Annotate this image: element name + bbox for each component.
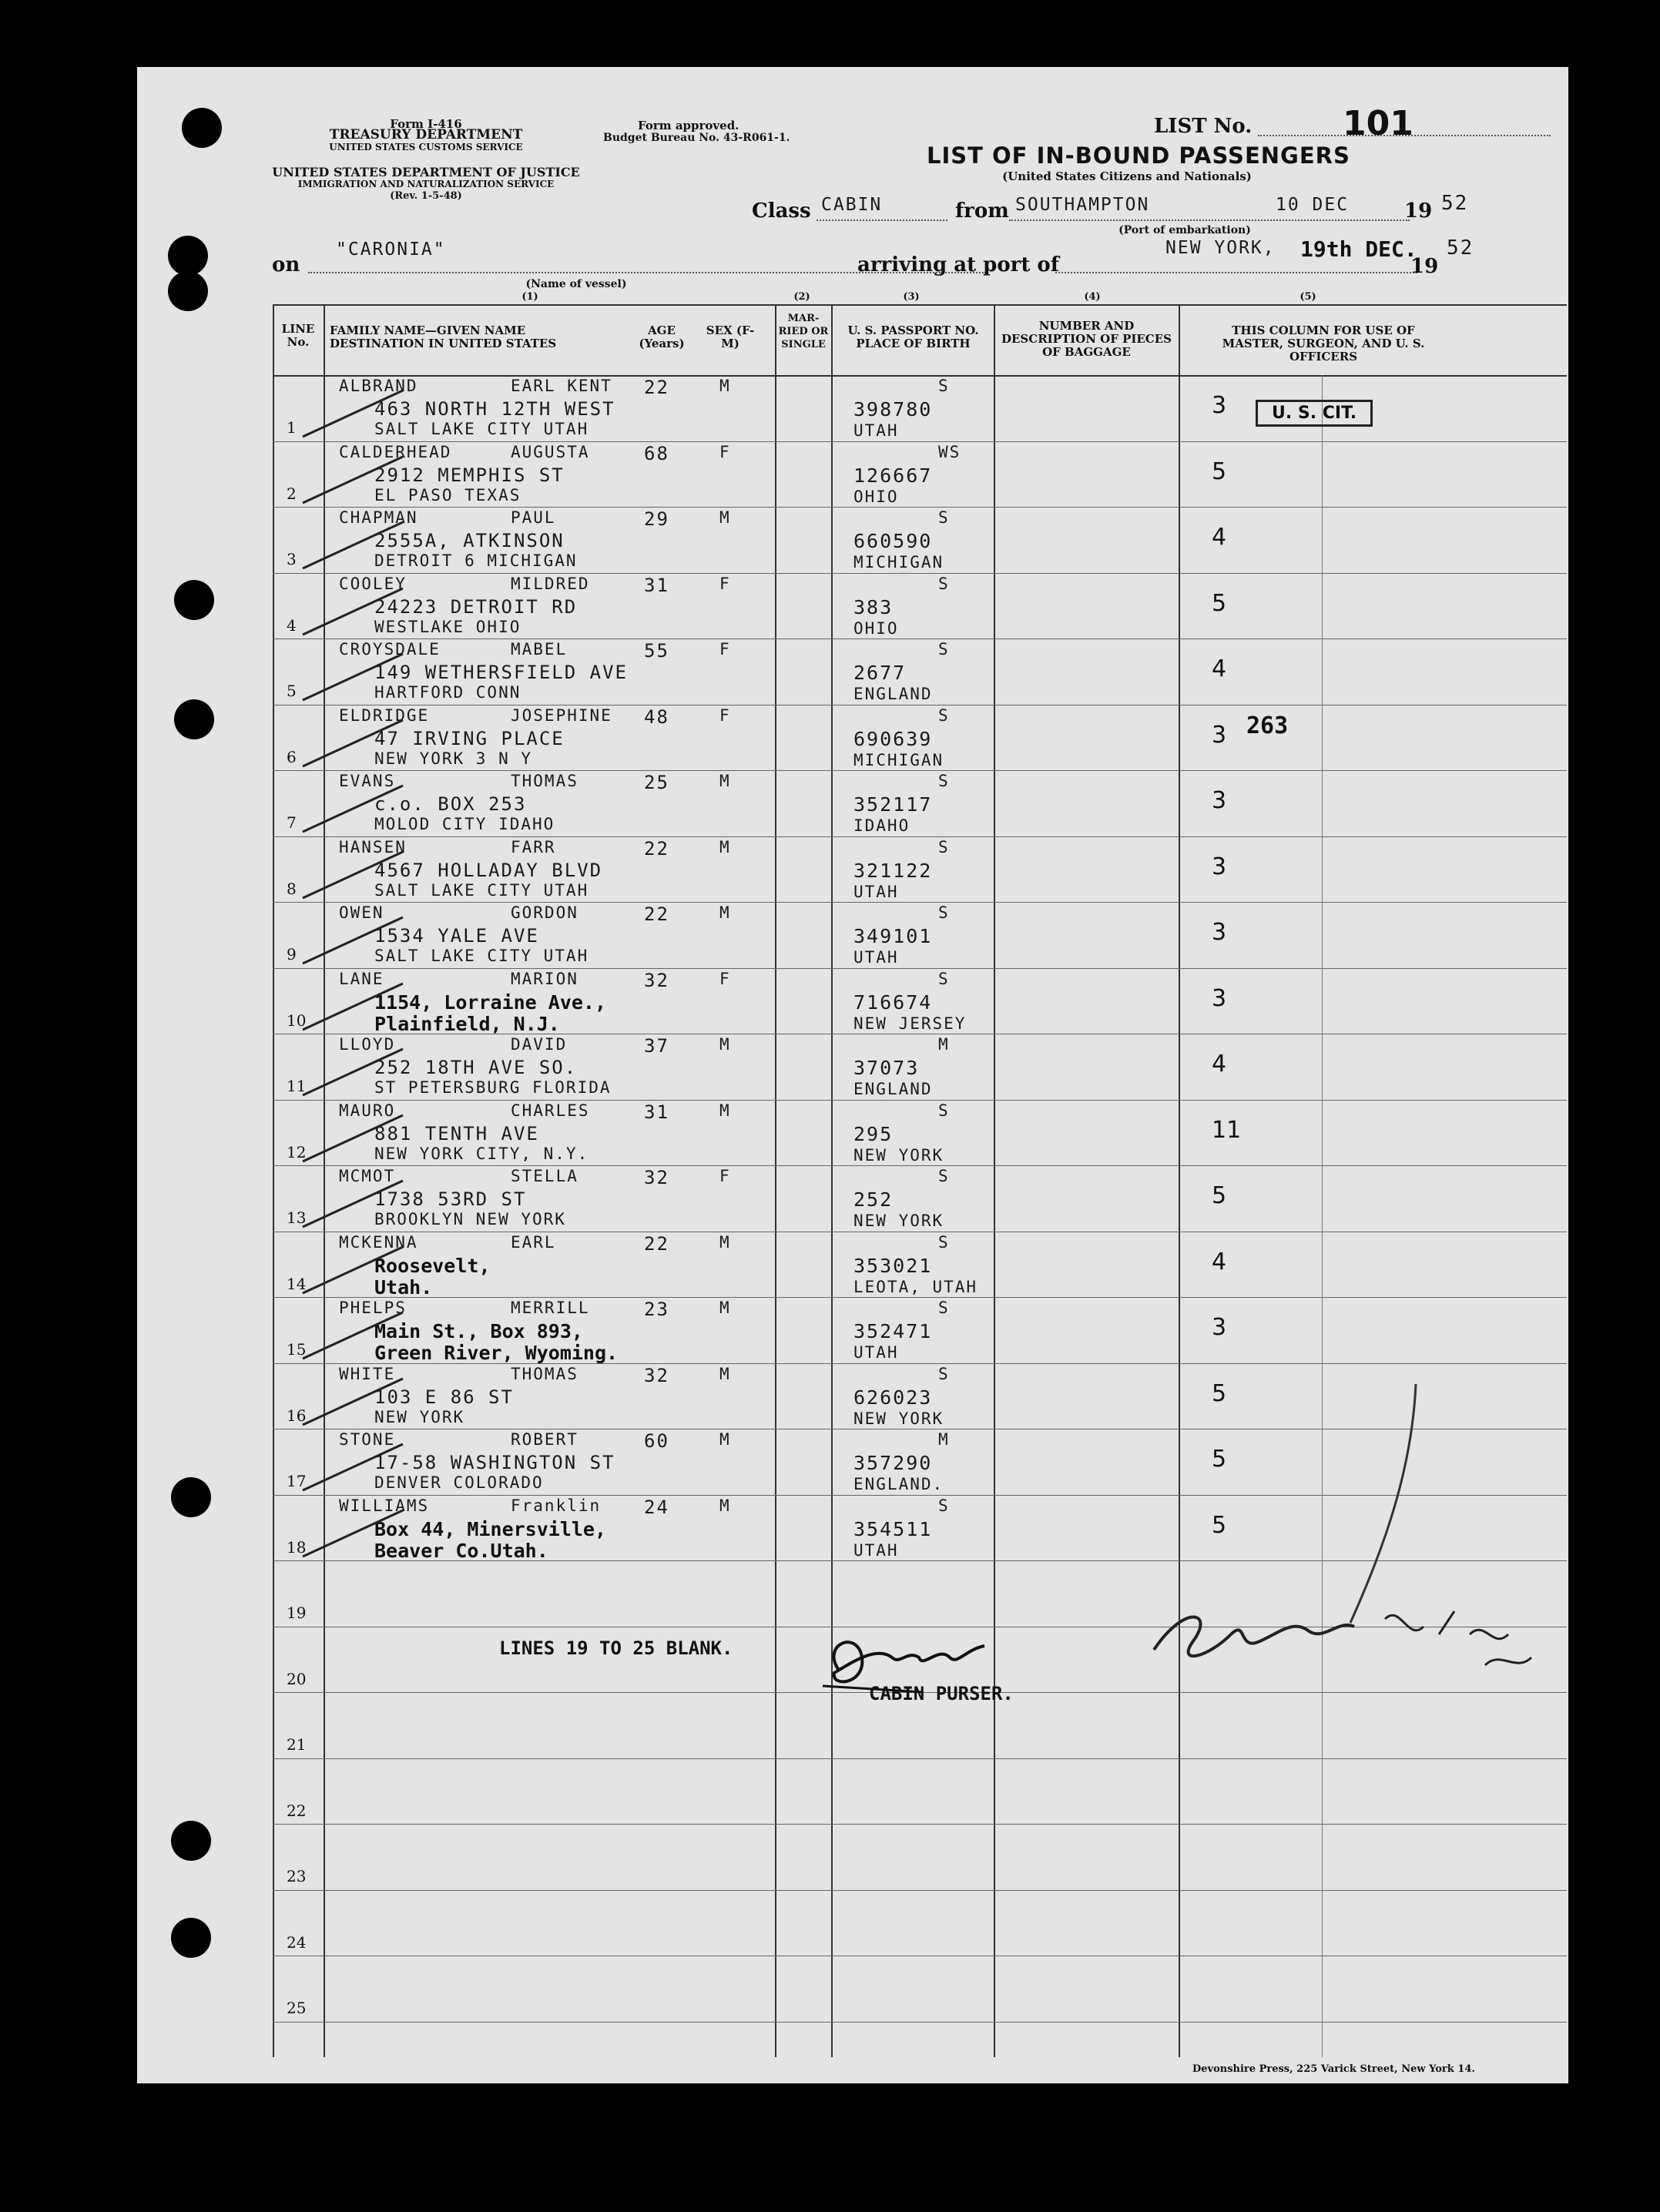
blank-line-number: 20 — [287, 1669, 307, 1688]
dept-justice: UNITED STATES DEPARTMENT OF JUSTICE — [272, 165, 580, 179]
passenger-family-name: WHITE — [339, 1364, 396, 1383]
hdr-name: FAMILY NAME—GIVEN NAME DESTINATION IN UNITED STATES — [330, 323, 557, 350]
row-line-number: 4 — [287, 615, 297, 635]
blank-line-number: 21 — [287, 1735, 307, 1754]
col-num-4: (4) — [1084, 291, 1101, 303]
check-mark-icon — [287, 581, 472, 642]
passenger-family-name: WILLIAMS — [339, 1496, 430, 1515]
passenger-birthplace: MICHIGAN — [853, 553, 944, 571]
manifest-page — [137, 67, 1568, 2083]
col-num-5: (5) — [1299, 291, 1316, 303]
hdr-officers: THIS COLUMN FOR USE OF MASTER, SURGEON, AND U. S. OFFICERS — [1222, 323, 1425, 364]
passenger-birthplace: IDAHO — [853, 816, 910, 835]
passenger-passport-no: 716674 — [853, 990, 933, 1014]
passenger-baggage-count: 5 — [1212, 1446, 1227, 1473]
form-title: LIST OF IN-BOUND PASSENGERS — [927, 142, 1350, 169]
passenger-address-line: 1154, Lorraine Ave., — [374, 990, 607, 1014]
form-number: Form I-416 — [390, 117, 462, 131]
passenger-marital-status: S — [938, 903, 950, 922]
passenger-marital-status: WS — [938, 442, 961, 461]
port-embark-caption: (Port of embarkation) — [1118, 224, 1251, 236]
row-rule — [273, 2022, 1567, 2023]
col-num-2: (2) — [793, 291, 810, 303]
passenger-birthplace: LEOTA, UTAH — [853, 1277, 978, 1296]
passenger-family-name: MAURO — [339, 1101, 396, 1120]
passenger-address-line: Box 44, Minersville, — [374, 1517, 607, 1540]
passenger-passport-no: 2677 — [853, 662, 907, 684]
col-divider-passport — [831, 304, 833, 2057]
passenger-sex: F — [719, 705, 731, 725]
passenger-baggage-count: 3 — [1212, 721, 1227, 749]
passenger-city-state: Plainfield, N.J. — [374, 1012, 560, 1035]
passenger-city-state: Utah. — [374, 1275, 433, 1299]
passenger-passport-no: 295 — [853, 1122, 894, 1145]
arrival-date: 19th DEC. — [1300, 236, 1417, 262]
passenger-age: 48 — [644, 705, 669, 728]
passenger-age: 22 — [644, 837, 669, 860]
hdr-line-no: LINE No. — [281, 322, 315, 349]
passenger-given-name: PAUL — [511, 508, 556, 527]
hdr-age: AGE (Years) — [639, 323, 685, 350]
row-line-number: 5 — [287, 682, 297, 700]
passenger-age: 37 — [644, 1035, 669, 1057]
check-mark-icon — [287, 976, 472, 1037]
passenger-family-name: CHAPMAN — [339, 508, 418, 527]
check-mark-icon — [287, 712, 472, 774]
form-subtitle: (United States Citizens and Nationals) — [1002, 169, 1252, 183]
passenger-marital-status: S — [938, 705, 950, 725]
officer-check-mark — [1339, 1376, 1431, 1631]
passenger-birthplace: MICHIGAN — [853, 750, 944, 769]
passenger-age: 23 — [644, 1299, 669, 1320]
passenger-age: 32 — [644, 969, 669, 991]
passenger-city-state: DETROIT 6 MICHIGAN — [374, 551, 578, 570]
passenger-birthplace: UTAH — [853, 1540, 899, 1560]
passenger-sex: F — [719, 442, 731, 461]
arrival-year-prefix: 19 — [1410, 255, 1439, 278]
passenger-sex: M — [719, 1232, 731, 1252]
check-mark-icon — [287, 1108, 472, 1169]
passenger-city-state: Green River, Wyoming. — [374, 1342, 619, 1364]
passenger-birthplace: UTAH — [853, 1343, 899, 1362]
passenger-family-name: OWEN — [339, 903, 384, 922]
passenger-birthplace: NEW JERSEY — [853, 1014, 967, 1033]
passenger-given-name: THOMAS — [511, 772, 578, 790]
passenger-address-line: 4567 HOLLADAY BLVD — [374, 859, 603, 881]
passenger-marital-status: S — [938, 1101, 950, 1120]
vessel-name: "CARONIA" — [336, 240, 446, 260]
passenger-marital-status: S — [938, 640, 950, 659]
row-rule — [273, 1758, 1567, 1759]
officer-subcolumn — [1322, 375, 1323, 2057]
passenger-family-name: LLOYD — [339, 1035, 396, 1054]
passenger-given-name: DAVID — [511, 1035, 568, 1054]
blank-line-number: 25 — [287, 1999, 307, 2017]
passenger-sex: M — [719, 772, 731, 790]
passenger-passport-no: 357290 — [853, 1452, 933, 1474]
blank-note: LINES 19 TO 25 BLANK. — [499, 1637, 733, 1659]
passenger-baggage-count: 4 — [1212, 1248, 1227, 1275]
passenger-marital-status: S — [938, 837, 950, 856]
col-divider-baggage — [994, 304, 995, 2057]
passenger-baggage-count: 3 — [1212, 787, 1227, 814]
printer-credit: Devonshire Press, 225 Varick Street, New York 14. — [1192, 2063, 1475, 2075]
passenger-address-line: 1534 YALE AVE — [374, 925, 539, 947]
check-mark-icon — [287, 646, 472, 708]
passenger-address-line: 47 IRVING PLACE — [374, 727, 565, 749]
passenger-city-state: NEW YORK CITY, N.Y. — [374, 1144, 589, 1163]
list-no-label: LIST No. — [1154, 115, 1253, 138]
row-rule — [273, 1824, 1567, 1825]
passenger-passport-no: 352117 — [853, 793, 933, 816]
passenger-age: 32 — [644, 1167, 669, 1188]
passenger-sex: M — [719, 1430, 731, 1449]
passenger-birthplace: UTAH — [853, 421, 899, 440]
arrival-line — [1055, 272, 1417, 273]
passenger-city-state: ST PETERSBURG FLORIDA — [374, 1078, 612, 1097]
check-mark-icon — [287, 449, 472, 511]
passenger-birthplace: UTAH — [853, 882, 899, 901]
form-revision: (Rev. 1-5-48) — [390, 190, 462, 202]
row-line-number: 3 — [287, 550, 297, 568]
passenger-marital-status: S — [938, 574, 950, 593]
row-line-number: 13 — [287, 1208, 307, 1227]
passenger-sex: M — [719, 1101, 731, 1120]
passenger-marital-status: M — [938, 1430, 950, 1449]
passenger-sex: M — [719, 1364, 731, 1383]
passenger-baggage-count: 3 — [1212, 919, 1227, 946]
passenger-city-state: EL PASO TEXAS — [374, 485, 521, 504]
passenger-age: 29 — [644, 508, 669, 530]
passenger-age: 32 — [644, 1364, 669, 1386]
passenger-passport-no: 126667 — [853, 464, 933, 487]
binder-hole — [168, 236, 208, 276]
passenger-birthplace: ENGLAND — [853, 685, 933, 703]
row-line-number: 8 — [287, 879, 297, 898]
passenger-age: 68 — [644, 442, 669, 464]
passenger-birthplace: ENGLAND — [853, 1080, 933, 1098]
list-no-value: 101 — [1343, 104, 1414, 143]
row-line-number: 10 — [287, 1010, 307, 1030]
passenger-address-line: 2555A, ATKINSON — [374, 530, 565, 551]
passenger-age: 55 — [644, 640, 669, 662]
passenger-passport-no: 252 — [853, 1188, 894, 1211]
us-citizen-stamp: U. S. CIT. — [1256, 400, 1373, 427]
hdr-baggage: NUMBER AND DESCRIPTION OF PIECES OF BAGGAGE — [1001, 319, 1172, 359]
passenger-city-state: Beaver Co.Utah. — [374, 1539, 548, 1562]
passenger-baggage-count: 3 — [1212, 853, 1227, 880]
passenger-family-name: MCMOT — [339, 1167, 396, 1185]
row-line-number: 18 — [287, 1537, 307, 1557]
row-line-number: 7 — [287, 813, 297, 832]
passenger-address-line: Roosevelt, — [374, 1254, 491, 1277]
passenger-given-name: MERRILL — [511, 1299, 590, 1317]
passenger-baggage-count: 5 — [1212, 1511, 1227, 1539]
passenger-birthplace: NEW YORK — [853, 1409, 944, 1428]
passenger-birthplace: NEW YORK — [853, 1145, 944, 1165]
dept-treasury: TREASURY DEPARTMENT — [329, 127, 523, 142]
passenger-sex: F — [719, 574, 731, 593]
passenger-address-line: 17-58 WASHINGTON ST — [374, 1452, 615, 1473]
passenger-given-name: CHARLES — [511, 1101, 590, 1120]
table-header-rule — [273, 375, 1567, 377]
table-top-rule — [273, 304, 1567, 306]
binder-hole — [171, 1918, 211, 1958]
passenger-age: 31 — [644, 1101, 669, 1123]
passenger-given-name: MARION — [511, 969, 578, 988]
col-divider-married — [775, 304, 776, 2057]
from-line — [1009, 220, 1410, 221]
passenger-address-line: 149 WETHERSFIELD AVE — [374, 662, 628, 683]
passenger-given-name: AUGUSTA — [511, 442, 590, 461]
passenger-birthplace: OHIO — [853, 487, 899, 506]
check-mark-icon — [287, 778, 472, 840]
passenger-city-state: SALT LAKE CITY UTAH — [374, 420, 589, 438]
passenger-passport-no: 398780 — [853, 398, 933, 421]
passenger-given-name: Franklin — [511, 1496, 602, 1515]
binder-hole — [168, 271, 208, 311]
binder-hole — [174, 580, 214, 620]
passenger-birthplace: OHIO — [853, 618, 899, 638]
passenger-age: 22 — [644, 377, 669, 398]
passenger-baggage-count: 4 — [1212, 655, 1227, 682]
passenger-baggage-count: 5 — [1212, 1182, 1227, 1209]
passenger-passport-no: 321122 — [853, 859, 933, 882]
passenger-marital-status: S — [938, 1364, 950, 1383]
passenger-sex: M — [719, 377, 731, 395]
passenger-marital-status: M — [938, 1035, 950, 1054]
check-mark-icon — [287, 383, 472, 444]
passenger-marital-status: S — [938, 1496, 950, 1515]
class-label: Class — [752, 199, 811, 223]
year-prefix: 19 — [1404, 199, 1433, 223]
passenger-given-name: MABEL — [511, 640, 568, 659]
passenger-city-state: BROOKLYN NEW YORK — [374, 1210, 566, 1228]
passenger-sex: F — [719, 1167, 731, 1185]
hdr-passport: U. S. PASSPORT NO. PLACE OF BIRTH — [847, 323, 979, 350]
passenger-birthplace: UTAH — [853, 948, 899, 967]
purser-signature — [807, 1615, 1008, 1700]
dept-treasury-sub: UNITED STATES CUSTOMS SERVICE — [329, 142, 523, 152]
passenger-address-line: 24223 DETROIT RD — [374, 595, 578, 618]
passenger-family-name: COOLEY — [339, 574, 407, 593]
passenger-sex: M — [719, 1496, 731, 1515]
passenger-baggage-count: 3 — [1212, 392, 1227, 419]
form-approved: Form approved. — [638, 119, 739, 132]
binder-hole — [171, 1477, 211, 1517]
passenger-marital-status: S — [938, 377, 950, 395]
passenger-age: 22 — [644, 903, 669, 925]
row-line-number: 6 — [287, 747, 297, 766]
passenger-marital-status: S — [938, 508, 950, 527]
passenger-city-state: WESTLAKE OHIO — [374, 617, 521, 636]
passenger-given-name: EARL KENT — [511, 377, 612, 395]
passenger-given-name: EARL — [511, 1232, 556, 1252]
departure-day: 10 DEC — [1276, 195, 1350, 215]
passenger-family-name: ELDRIDGE — [339, 705, 430, 725]
passenger-family-name: LANE — [339, 969, 384, 988]
row-line-number: 14 — [287, 1274, 307, 1293]
passenger-city-state: NEW YORK 3 N Y — [374, 749, 533, 768]
passenger-address-line: 252 18TH AVE SO. — [374, 1057, 578, 1078]
dept-justice-sub: IMMIGRATION AND NATURALIZATION SERVICE — [297, 179, 555, 189]
passenger-given-name: THOMAS — [511, 1364, 578, 1383]
passenger-passport-no: 383 — [853, 595, 894, 618]
passenger-family-name: CALDERHEAD — [339, 442, 452, 461]
passenger-passport-no: 354511 — [853, 1517, 933, 1540]
passenger-given-name: FARR — [511, 837, 556, 856]
row-line-number: 17 — [287, 1472, 307, 1490]
passenger-baggage-count: 11 — [1212, 1116, 1242, 1144]
passenger-family-name: ALBRAND — [339, 377, 418, 395]
check-mark-icon — [287, 910, 472, 971]
check-mark-icon — [287, 1041, 472, 1103]
passenger-address-line: Main St., Box 893, — [374, 1320, 583, 1342]
passenger-family-name: MCKENNA — [339, 1232, 418, 1252]
passenger-passport-no: 353021 — [853, 1254, 933, 1277]
passenger-address-line: 103 E 86 ST — [374, 1386, 514, 1408]
passenger-passport-no: 349101 — [853, 925, 933, 947]
passenger-baggage-count: 5 — [1212, 457, 1227, 485]
check-mark-icon — [287, 1239, 472, 1301]
check-mark-icon — [287, 1371, 472, 1433]
passenger-baggage-count: 5 — [1212, 589, 1227, 617]
passenger-age: 25 — [644, 772, 669, 793]
passenger-baggage-count: 3 — [1212, 1314, 1227, 1341]
passenger-sex: F — [719, 640, 731, 659]
binder-hole — [174, 699, 214, 739]
passenger-passport-no: 690639 — [853, 727, 933, 750]
passenger-sex: M — [719, 1299, 731, 1317]
passenger-sex: M — [719, 1035, 731, 1054]
col-num-3: (3) — [903, 291, 920, 303]
passenger-marital-status: S — [938, 772, 950, 790]
passenger-baggage-count: 4 — [1212, 1051, 1227, 1078]
passenger-sex: M — [719, 837, 731, 856]
passenger-family-name: STONE — [339, 1430, 396, 1449]
row-line-number: 2 — [287, 484, 297, 503]
row-line-number: 9 — [287, 945, 297, 964]
arrival-port: NEW YORK, — [1165, 238, 1276, 258]
passenger-baggage-count: 5 — [1212, 1379, 1227, 1407]
passenger-baggage-count: 3 — [1212, 984, 1227, 1012]
passenger-address-line: 881 TENTH AVE — [374, 1122, 539, 1145]
passenger-given-name: ROBERT — [511, 1430, 578, 1449]
passenger-age: 22 — [644, 1232, 669, 1255]
officer-note: 263 — [1246, 712, 1289, 739]
from-value: SOUTHAMPTON — [1015, 195, 1150, 215]
vessel-caption: (Name of vessel) — [525, 278, 627, 290]
arrival-year: 52 — [1447, 236, 1474, 260]
passenger-age: 24 — [644, 1496, 669, 1518]
check-mark-icon — [287, 514, 472, 576]
passenger-sex: M — [719, 903, 731, 922]
passenger-birthplace: NEW YORK — [853, 1212, 944, 1230]
passenger-passport-no: 352471 — [853, 1320, 933, 1342]
on-label: on — [272, 253, 300, 276]
passenger-family-name: HANSEN — [339, 837, 407, 856]
passenger-age: 60 — [644, 1430, 669, 1452]
passenger-address-line: 2912 MEMPHIS ST — [374, 464, 565, 486]
passenger-marital-status: S — [938, 1167, 950, 1185]
blank-line-number: 19 — [287, 1604, 307, 1622]
table-left-border — [273, 304, 274, 2057]
check-mark-icon — [287, 1173, 472, 1235]
check-mark-icon — [287, 1503, 472, 1564]
blank-line-number: 23 — [287, 1867, 307, 1885]
passenger-city-state: HARTFORD CONN — [374, 683, 521, 702]
passenger-family-name: EVANS — [339, 772, 396, 790]
passenger-birthplace: ENGLAND. — [853, 1475, 944, 1493]
passenger-city-state: MOLOD CITY IDAHO — [374, 815, 555, 833]
binder-hole — [171, 1821, 211, 1861]
blank-line-number: 22 — [287, 1801, 307, 1820]
hdr-sex: SEX (F-M) — [706, 323, 755, 350]
passenger-baggage-count: 4 — [1212, 524, 1227, 551]
arriving-label: arriving at port of — [857, 253, 1059, 276]
passenger-given-name: MILDRED — [511, 574, 590, 593]
class-line — [817, 220, 947, 221]
passenger-given-name: GORDON — [511, 903, 578, 922]
passenger-address-line: c.o. BOX 253 — [374, 793, 527, 815]
passenger-marital-status: S — [938, 969, 950, 988]
year-suffix: 52 — [1441, 192, 1469, 215]
passenger-marital-status: S — [938, 1232, 950, 1252]
row-line-number: 15 — [287, 1340, 307, 1359]
passenger-given-name: JOSEPHINE — [511, 705, 612, 725]
row-line-number: 16 — [287, 1406, 307, 1425]
check-mark-icon — [287, 1305, 472, 1366]
passenger-passport-no: 660590 — [853, 530, 933, 552]
row-line-number: 12 — [287, 1142, 307, 1161]
row-line-number: 11 — [287, 1077, 307, 1095]
from-label: from — [955, 199, 1009, 223]
col-num-1: (1) — [521, 291, 538, 303]
check-mark-icon — [287, 1436, 472, 1498]
passenger-family-name: PHELPS — [339, 1299, 407, 1317]
purser-title: CABIN PURSER. — [869, 1683, 1014, 1704]
passenger-family-name: CROYSDALE — [339, 640, 441, 659]
passenger-sex: F — [719, 969, 731, 988]
passenger-passport-no: 626023 — [853, 1386, 933, 1409]
blank-line-number: 24 — [287, 1932, 307, 1952]
passenger-age: 31 — [644, 574, 669, 596]
passenger-city-state: NEW YORK — [374, 1407, 465, 1426]
binder-hole — [182, 108, 222, 148]
row-line-number: 1 — [287, 418, 297, 437]
check-mark-icon — [287, 844, 472, 906]
hdr-married: MAR-RIED OR SINGLE — [778, 313, 829, 350]
budget-bureau: Budget Bureau No. 43-R061-1. — [603, 132, 790, 144]
row-rule — [273, 1890, 1567, 1891]
class-value: CABIN — [821, 195, 883, 215]
passenger-address-line: 1738 53RD ST — [374, 1188, 527, 1210]
passenger-given-name: STELLA — [511, 1167, 578, 1185]
col-divider-officers — [1179, 304, 1180, 2057]
passenger-address-line: 463 NORTH 12TH WEST — [374, 398, 615, 420]
passenger-city-state: SALT LAKE CITY UTAH — [374, 947, 589, 965]
passenger-city-state: SALT LAKE CITY UTAH — [374, 880, 589, 900]
passenger-marital-status: S — [938, 1299, 950, 1317]
passenger-sex: M — [719, 508, 731, 527]
passenger-city-state: DENVER COLORADO — [374, 1473, 544, 1492]
passenger-passport-no: 37073 — [853, 1057, 920, 1079]
